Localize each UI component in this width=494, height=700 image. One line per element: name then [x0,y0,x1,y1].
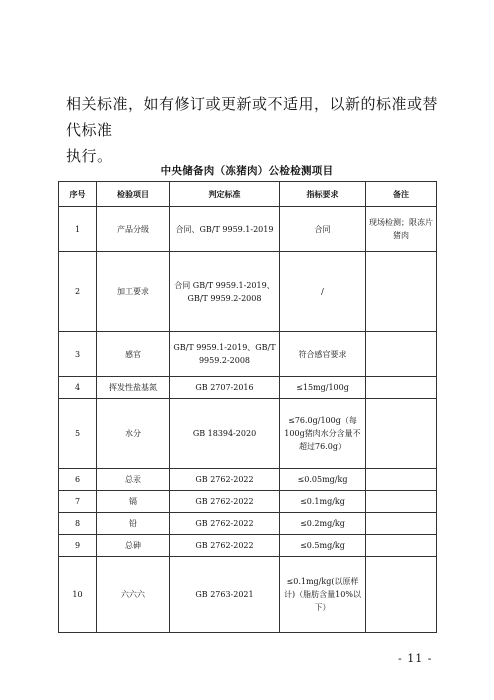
header-requirement: 指标要求 [280,182,366,207]
table-row [59,513,437,535]
cell-requirement: ≤0.1mg/kg(以原样计)（脂肪含量10%以下） [280,557,366,633]
cell-remark [366,377,437,399]
cell-no: 1 [59,207,97,252]
cell-requirement: 符合感官要求 [280,332,366,377]
cell-item: 挥发性盐基氮 [97,377,170,399]
cell-standard: 合同、GB/T 9959.1-2019 [170,207,280,252]
cell-remark [366,469,437,491]
cell-standard: 合同 GB/T 9959.1-2019、GB/T 9959.2-2008 [170,252,280,332]
table-row [59,377,437,399]
cell-item: 镉 [97,491,170,513]
cell-item: 六六六 [97,557,170,633]
cell-no: 7 [59,491,97,513]
page-number: - 11 - [398,652,433,665]
cell-remark [366,252,437,332]
cell-no: 5 [59,399,97,469]
cell-remark: 现场检测；限冻片猪肉 [366,207,437,252]
header-remark: 备注 [366,182,437,207]
header-item: 检验项目 [97,182,170,207]
header-no: 序号 [59,182,97,207]
cell-requirement: ≤0.5mg/kg [280,535,366,557]
cell-item: 加工要求 [97,252,170,332]
cell-requirement: / [280,252,366,332]
cell-no: 4 [59,377,97,399]
cell-remark [366,557,437,633]
cell-no: 2 [59,252,97,332]
header-standard: 判定标准 [170,182,280,207]
cell-remark [366,535,437,557]
cell-standard: GB 18394-2020 [170,399,280,469]
cell-remark [366,332,437,377]
cell-remark [366,513,437,535]
table-row [59,535,437,557]
body-paragraph [66,91,438,169]
table-row [59,469,437,491]
cell-item: 铅 [97,513,170,535]
cell-no: 9 [59,535,97,557]
table-header-row [59,182,437,207]
cell-standard: GB 2707-2016 [170,377,280,399]
cell-item: 水分 [97,399,170,469]
table-row [59,332,437,377]
cell-standard: GB 2762-2022 [170,535,280,557]
cell-standard: GB/T 9959.1-2019、GB/T 9959.2-2008 [170,332,280,377]
cell-standard: GB 2763-2021 [170,557,280,633]
cell-requirement: ≤0.2mg/kg [280,513,366,535]
cell-requirement: ≤76.0g/100g（每100g猪肉水分含量不超过76.0g） [280,399,366,469]
cell-requirement: ≤15mg/100g [280,377,366,399]
cell-item: 总砷 [97,535,170,557]
table-row [59,491,437,513]
cell-no: 6 [59,469,97,491]
paragraph-line-2: 执行。 [66,147,113,165]
cell-item: 产品分级 [97,207,170,252]
cell-remark [366,491,437,513]
paragraph-line-1: 相关标准，如有修订或更新或不适用，以新的标准或替代标准 [66,95,439,139]
inspection-items-table [58,181,437,633]
cell-standard: GB 2762-2022 [170,513,280,535]
cell-requirement: ≤0.05mg/kg [280,469,366,491]
table-title: 中央储备肉（冻猪肉）公检检测项目 [160,165,334,177]
cell-item: 感官 [97,332,170,377]
cell-standard: GB 2762-2022 [170,491,280,513]
cell-item: 总汞 [97,469,170,491]
table-row [59,207,437,252]
cell-standard: GB 2762-2022 [170,469,280,491]
table-row [59,399,437,469]
cell-no: 3 [59,332,97,377]
cell-no: 8 [59,513,97,535]
table-row [59,252,437,332]
cell-requirement: ≤0.1mg/kg [280,491,366,513]
cell-no: 10 [59,557,97,633]
cell-remark [366,399,437,469]
table-row [59,557,437,633]
cell-requirement: 合同 [280,207,366,252]
